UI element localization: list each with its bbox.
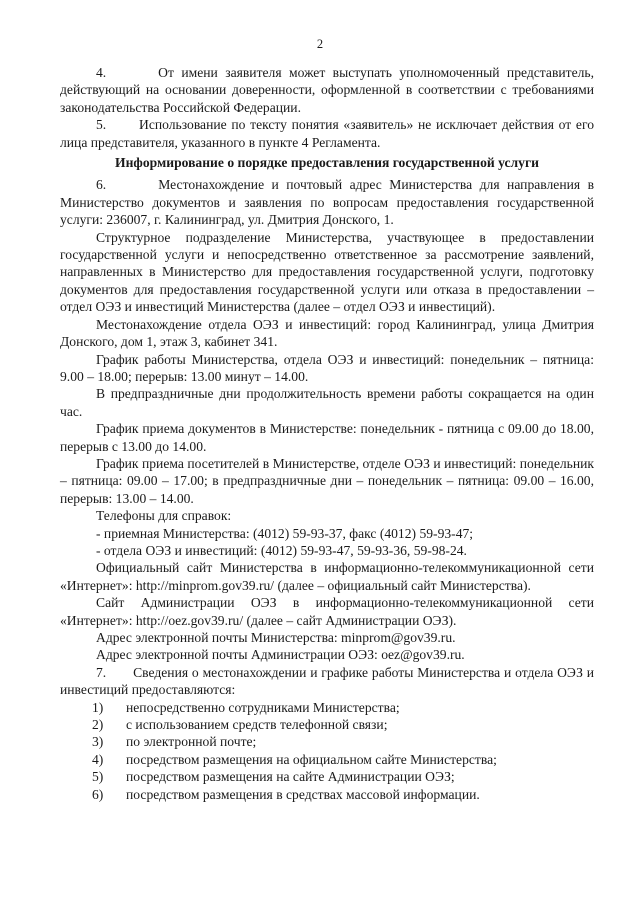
- paragraph-7: 7. Сведения о местонахождении и графике работы Министерства и отдела ОЭЗ и инвестиций предоставляются:: [60, 664, 594, 698]
- list-item-text: посредством размещения на сайте Администрации ОЭЗ;: [126, 769, 455, 785]
- list-item-text: непосредственно сотрудниками Министерства;: [126, 699, 400, 715]
- list-item-text: по электронной почте;: [126, 734, 257, 750]
- email-ministry: Адрес электронной почты Министерства: minprom@gov39.ru.: [96, 630, 456, 645]
- admin-site-paragraph: Сайт Администрации ОЭЗ в информационно-телекоммуникационной сети «Интернет»: http://oez.gov39.ru/ (далее – сайт Администрации ОЭЗ).: [60, 595, 594, 628]
- section-heading: Информирование о порядке предоставления государственной услуги: [115, 155, 539, 171]
- list-item: [60, 716, 594, 733]
- list-item-number: 5): [92, 769, 104, 785]
- list-item-number: 2): [92, 717, 104, 733]
- official-site-paragraph: Официальный сайт Министерства в информационно-телекоммуникационной сети «Интернет»: http://minprom.gov39.ru/ (далее – официальный сайт Министерства).: [60, 560, 594, 593]
- page-number: 2: [316, 37, 324, 51]
- list-item-number: 6): [92, 786, 104, 802]
- location-paragraph: Местонахождение отдела ОЭЗ и инвестиций: город Калининград, улица Дмитрия Донского, дом 1, этаж 3, кабинет 341.: [60, 316, 594, 350]
- work-schedule-paragraph: График работы Министерства, отдела ОЭЗ и инвестиций: понедельник – пятница: 9.00 – 18.00; перерыв: 13.00 минут – 14.00.: [60, 351, 594, 384]
- list-item: [60, 699, 594, 716]
- paragraph-4: 4. От имени заявителя может выступать уполномоченный представитель, действующий на основании доверенности, оформленной в соответствии с требованиями законодательства Российской Федерации.: [60, 65, 594, 115]
- list-item-text: с использованием средств телефонной связи;: [126, 717, 388, 733]
- docs-schedule-paragraph: График приема документов в Министерстве: понедельник - пятница с 09.00 до 18.00, перерыв с 13.00 до 14.00.: [60, 421, 594, 454]
- paragraph-6: 6. Местонахождение и почтовый адрес Министерства для направления в Министерство документов и заявления по вопросам предоставления государственной услуги: 236007, г. Калининград, ул. Дмитрия Донского, 1.: [60, 177, 594, 228]
- phone-department: - отдела ОЭЗ и инвестиций: (4012) 59-93-47, 59-93-36, 59-98-24.: [96, 542, 467, 558]
- list-item-number: 1): [92, 699, 104, 715]
- list-item: [60, 751, 594, 768]
- document-body: [60, 64, 594, 803]
- info-channels-list: [60, 699, 594, 803]
- structural-unit-paragraph: Структурное подразделение Министерства, участвующее в предоставлении государственной услуги и непосредственно ответственное за рассмотрение заявлений, направленных в Министерство для предоставления государственной услуги, подготовку документов для предоставления государственной услуги или отказа в предоставлении – отдел ОЭЗ и инвестиций Министерства (далее – отдел ОЭЗ и инвестиций).: [60, 229, 594, 315]
- pre-holiday-paragraph: В предпраздничные дни продолжительность времени работы сокращается на один час.: [60, 386, 594, 419]
- list-item: [60, 768, 594, 785]
- list-item-number: 4): [92, 751, 104, 767]
- phones-title: Телефоны для справок:: [96, 508, 232, 524]
- paragraph-5: 5. Использование по тексту понятия «заявитель» не исключает действия от его лица представителя, указанного в пункте 4 Регламента.: [60, 117, 594, 150]
- list-item: [60, 733, 594, 750]
- visitors-schedule-paragraph: График приема посетителей в Министерстве, отделе ОЭЗ и инвестиций: понедельник – пятница: 09.00 – 17.00; в предпраздничные дни – понедельник – пятница: 09.00 – 16.00, перерыв: 13.00 – 14.00.: [60, 455, 594, 506]
- list-item-text: посредством размещения в средствах массовой информации.: [126, 786, 480, 802]
- phone-reception: - приемная Министерства: (4012) 59-93-37, факс (4012) 59-93-47;: [96, 525, 474, 541]
- email-admin: Адрес электронной почты Администрации ОЭЗ: oez@gov39.ru.: [96, 647, 465, 663]
- list-item: [60, 786, 594, 803]
- list-item-number: 3): [92, 734, 104, 750]
- list-item-text: посредством размещения на официальном сайте Министерства;: [126, 751, 497, 767]
